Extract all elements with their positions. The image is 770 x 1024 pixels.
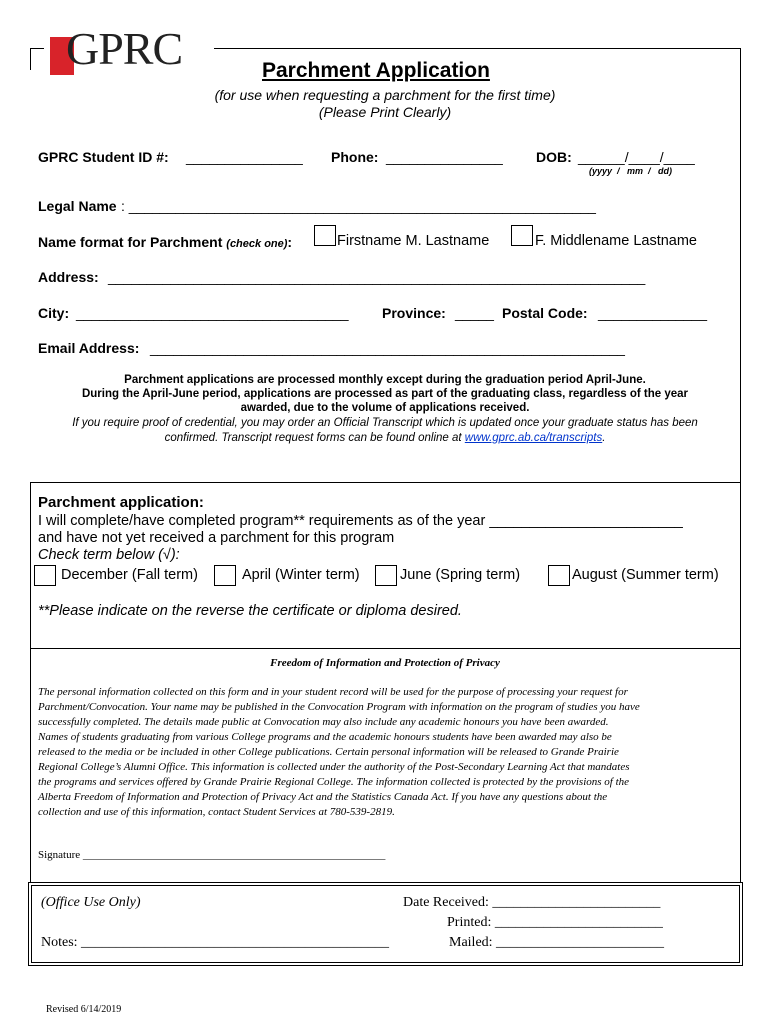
student-id-label: GPRC Student ID #: [38, 149, 169, 165]
dob-label: DOB: [536, 149, 572, 165]
option-firstname-m-lastname: Firstname M. Lastname [337, 233, 490, 249]
privacy-line: Regional College’s Alumni Office. This information is collected under the authority of the Post-Secondary Learning Act that mandates [38, 761, 630, 773]
subtitle-first-time: (for use when requesting a parchment for the first time) [214, 87, 556, 103]
checkbox-firstname-m-lastname[interactable] [314, 225, 336, 246]
city-field[interactable]: ___________________________________ [76, 305, 349, 321]
mailed-field[interactable]: Mailed: ________________________ [449, 935, 665, 950]
frame-top-left-tick [30, 48, 44, 49]
term-june: June (Spring term) [400, 567, 521, 583]
application-heading: Parchment application: [38, 494, 204, 511]
notice-line-2: During the April-June period, applications are processed as part of the graduating class, regardless of the year [81, 388, 689, 400]
privacy-line: released to the media or be included in other College publications. Certain personal information will be released to Grande Prairie [38, 746, 619, 758]
province-label: Province: [382, 305, 446, 321]
dob-field[interactable]: ______/____/____ [578, 149, 695, 165]
office-use-title: (Office Use Only) [41, 895, 141, 910]
revised-date: Revised 6/14/2019 [46, 1004, 122, 1015]
dob-hint: (yyyy / mm / dd) [589, 166, 673, 176]
date-received-field[interactable]: Date Received: ________________________ [403, 895, 661, 910]
logo-text: GPRC [66, 23, 183, 74]
city-label: City: [38, 305, 70, 321]
application-year-line[interactable]: I will complete/have completed program** requirements as of the year ________________________ [38, 513, 683, 529]
option-f-middlename-lastname: F. Middlename Lastname [535, 233, 697, 249]
certificate-note: **Please indicate on the reverse the certificate or diploma desired. [38, 603, 462, 619]
checkbox-june[interactable] [375, 565, 397, 586]
application-no-parchment: and have not yet received a parchment for this program [38, 530, 395, 546]
address-label: Address: [38, 269, 99, 285]
privacy-line: collection and use of this information, contact Student Services at 780-539-2819. [38, 806, 395, 818]
privacy-line: The personal information collected on this form and in your student record will be used for the purpose of processing your request for [38, 686, 628, 698]
privacy-line: the programs and services offered by Grande Prairie Regional College. The information collected is protected by the provisions of the [38, 776, 630, 788]
notice-line-1: Parchment applications are processed monthly except during the graduation period April-June. [124, 374, 646, 386]
signature-field[interactable]: Signature _______________________________________________________ [38, 849, 386, 861]
phone-label: Phone: [331, 149, 379, 165]
student-id-field[interactable]: _______________ [186, 149, 303, 165]
privacy-heading: Freedom of Information and Protection of Privacy [270, 657, 500, 669]
check-term-label: Check term below (√): [38, 547, 180, 563]
postal-code-label: Postal Code: [502, 305, 588, 321]
divider-privacy [30, 648, 740, 649]
name-format-hint: (check one) [226, 238, 288, 250]
notice-line-5 [30, 432, 740, 444]
checkbox-august[interactable] [548, 565, 570, 586]
postal-code-field[interactable]: ______________ [598, 305, 708, 321]
email-field[interactable]: _____________________________________________________________ [150, 340, 625, 356]
checkbox-april[interactable] [214, 565, 236, 586]
frame-left-tick [30, 48, 31, 70]
email-label: Email Address: [38, 340, 140, 356]
transcripts-link[interactable]: www.gprc.ab.ca/transcripts [464, 432, 603, 444]
privacy-line: Alberta Freedom of Information and Protection of Privacy Act and the Statistics Canada Act. If you have any questions about the [38, 791, 608, 803]
notice-period: . [602, 432, 606, 444]
checkbox-december[interactable] [34, 565, 56, 586]
divider-application [30, 482, 740, 483]
subtitle-print-clearly: (Please Print Clearly) [318, 104, 452, 120]
name-format-colon: : [287, 234, 293, 250]
legal-name-label: Legal Name [38, 198, 117, 214]
address-field[interactable]: _____________________________________________________________________ [108, 269, 646, 285]
privacy-line: Names of students graduating from various College programs and the academic honours students have been awarded may also be [38, 731, 612, 743]
checkbox-f-middlename-lastname[interactable] [511, 225, 533, 246]
term-december: December (Fall term) [61, 567, 198, 583]
privacy-line: successfully completed. The details made public at Convocation may also include any academic honours you have been awarded. [38, 716, 609, 728]
notice-line-3: awarded, due to the volume of applications received. [240, 402, 530, 414]
legal-name-field[interactable]: : ____________________________________________________________ [121, 198, 596, 214]
printed-field[interactable]: Printed: ________________________ [447, 915, 663, 930]
frame-right [740, 48, 741, 882]
notice-transcript-text: confirmed. Transcript request forms can be found online at [164, 432, 465, 444]
page-title: Parchment Application [262, 59, 490, 82]
privacy-line: Parchment/Convocation. Your name may be published in the Convocation Program with information on the program of studies you have [38, 701, 640, 713]
notice-line-4: If you require proof of credential, you may order an Official Transcript which is updated once your graduate status has been [72, 417, 698, 429]
term-april: April (Winter term) [242, 567, 360, 583]
phone-field[interactable]: _______________ [386, 149, 503, 165]
notes-field[interactable]: Notes: ____________________________________________ [41, 935, 390, 950]
frame-top [214, 48, 740, 49]
term-august: August (Summer term) [572, 567, 719, 583]
province-field[interactable]: _____ [455, 305, 494, 321]
name-format-label [38, 234, 292, 250]
frame-left [30, 482, 31, 882]
name-format-text: Name format for Parchment [38, 234, 227, 250]
